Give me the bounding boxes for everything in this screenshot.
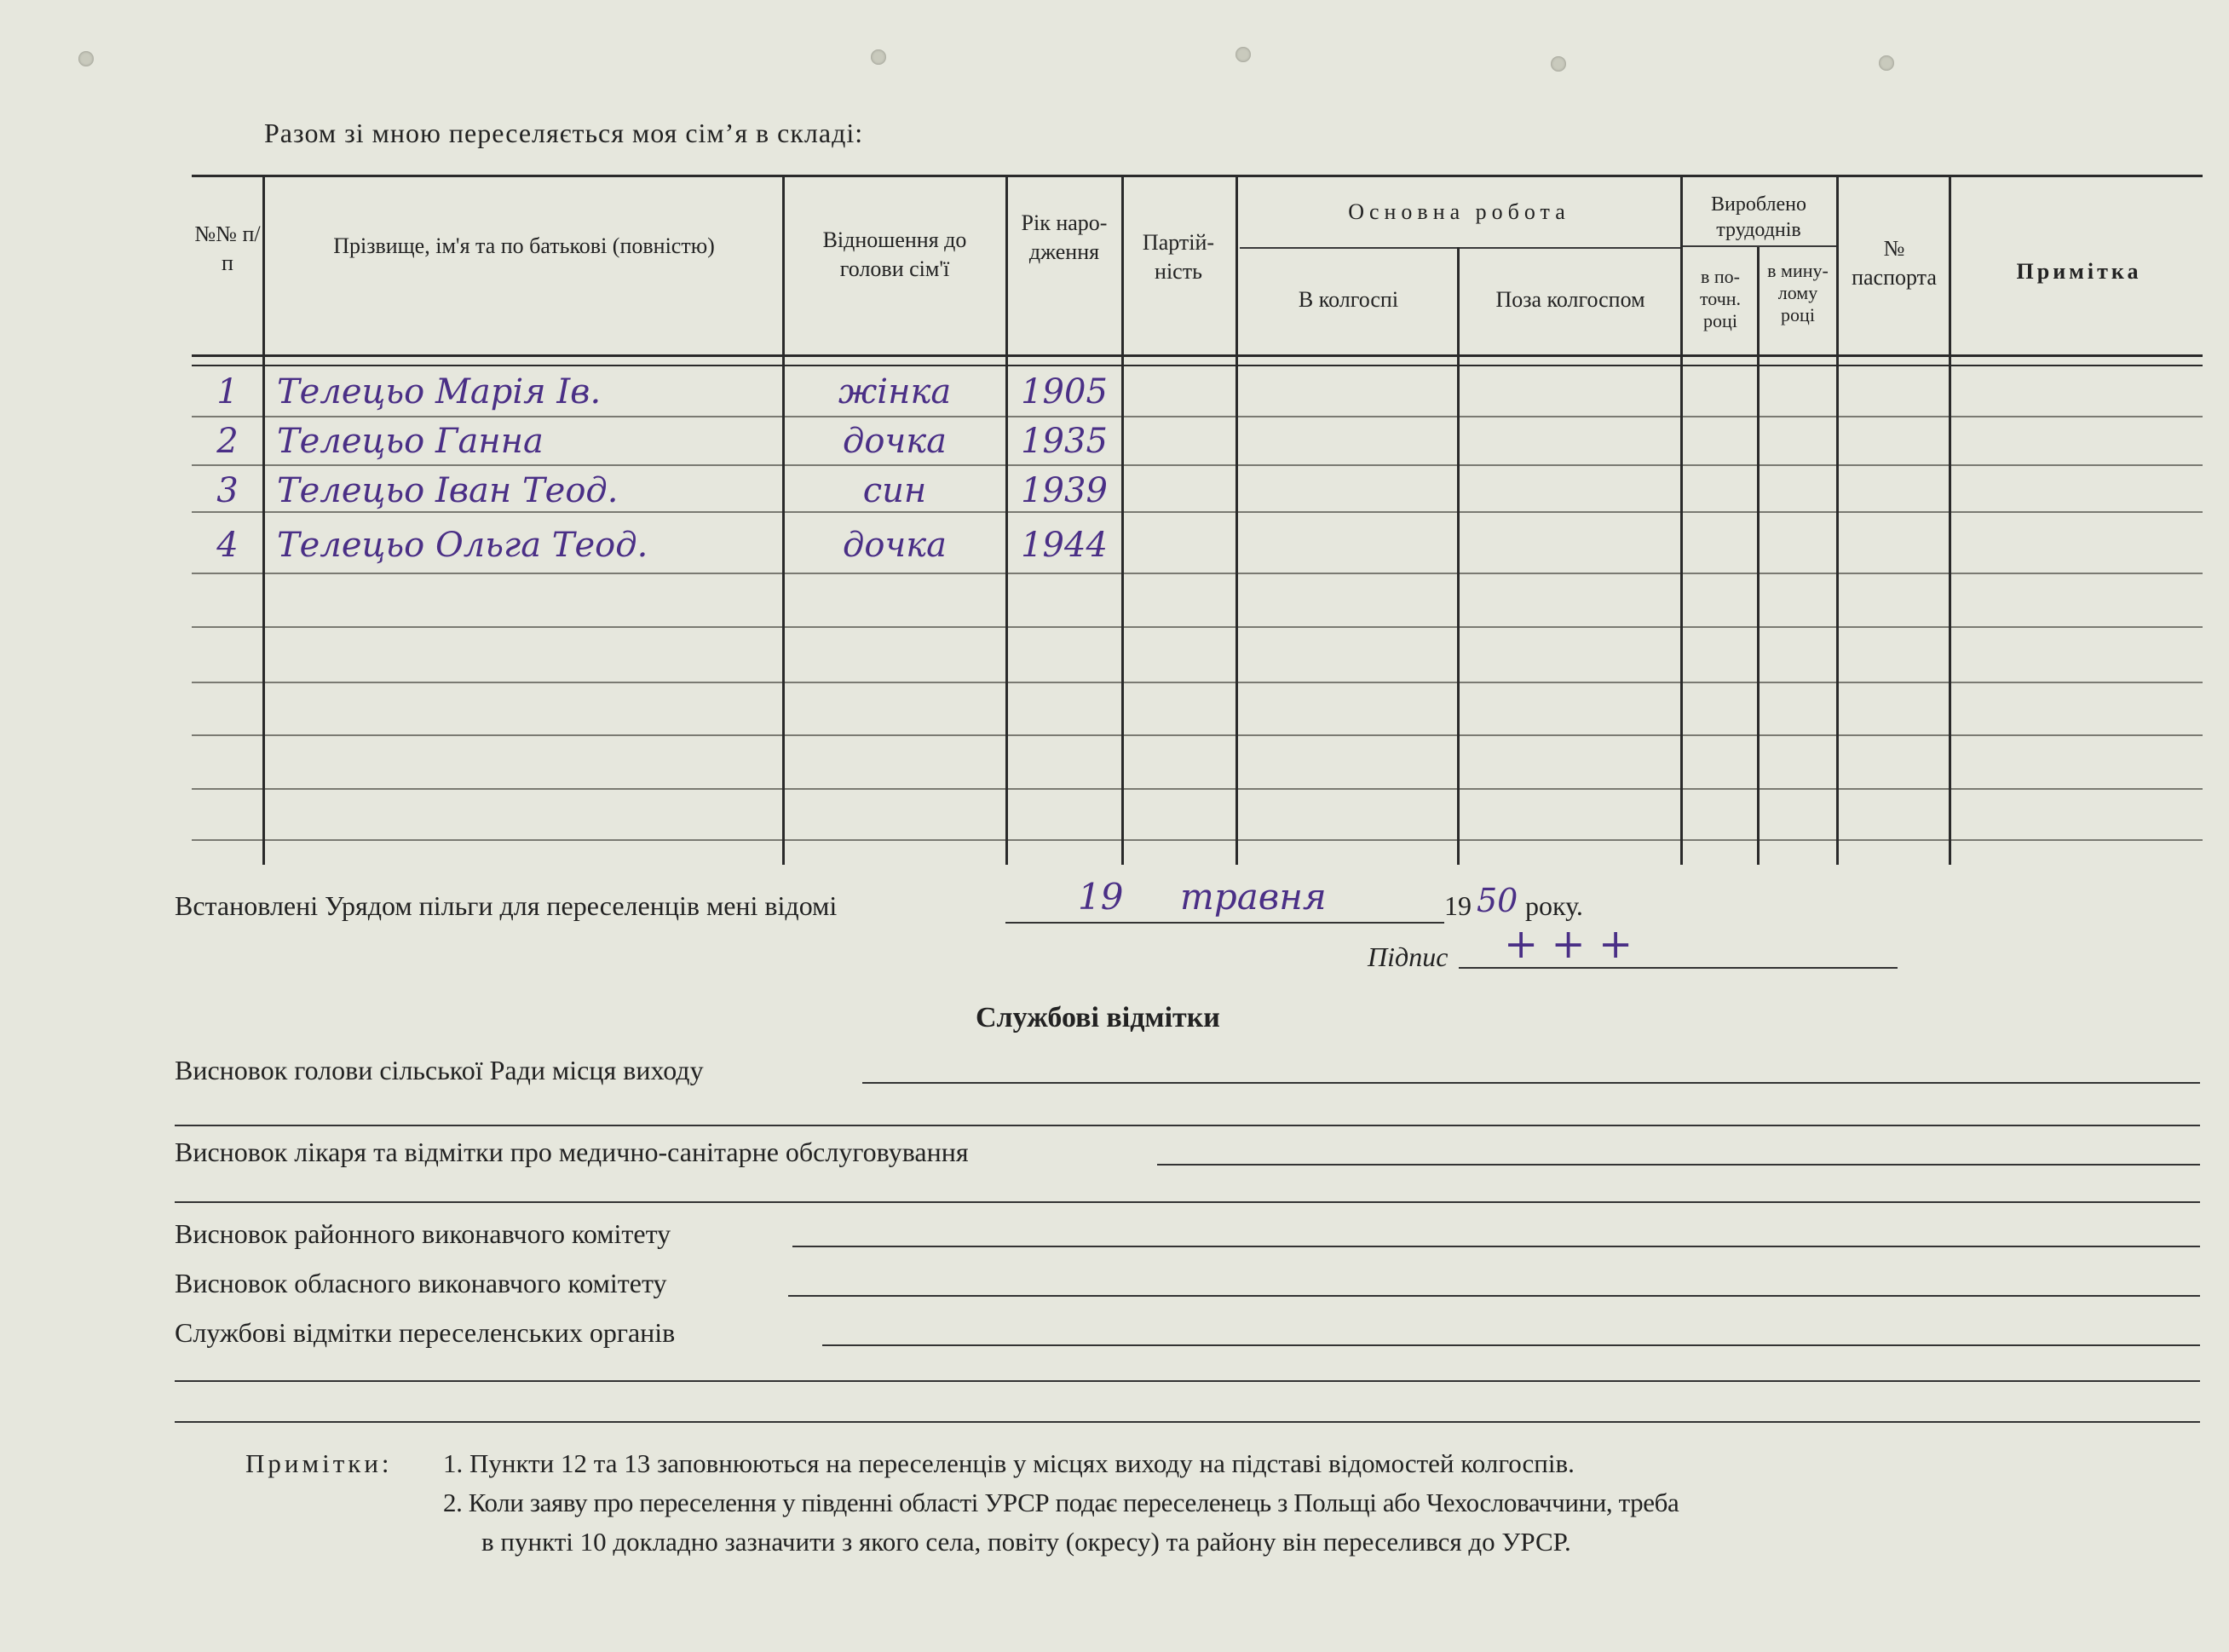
- signature-marks: + + +: [1504, 920, 1633, 968]
- conclusion-doctor: Висновок лікаря та відмітки про медично-санітарне обслуговування: [175, 1137, 969, 1167]
- note-item-1: 1. Пункти 12 та 13 заповнюються на переселенців у місцях виходу на підставі відомостей колгоспів.: [443, 1448, 1575, 1478]
- official-title: Службові відмітки: [976, 1002, 1220, 1033]
- header-outside-kolhosp: Поза колгоспом: [1495, 287, 1645, 312]
- row-relation: дочка: [842, 526, 947, 565]
- row-num: 1: [216, 372, 239, 412]
- row-name: Телецьо Ганна: [277, 422, 544, 461]
- punch-hole: [871, 49, 886, 65]
- row-num: 3: [216, 471, 239, 510]
- row-num: 4: [216, 526, 239, 565]
- row-name: Телецьо Марія Ів.: [277, 372, 602, 412]
- header-relation: Відношення до голови сім'ї: [822, 227, 967, 281]
- row-year: 1905: [1021, 372, 1108, 412]
- benefits-year-prefix: 19: [1444, 890, 1472, 921]
- benefits-label: Встановлені Урядом пільги для переселенців мені відомі: [175, 890, 838, 921]
- header-note: Примітка: [2016, 259, 2142, 284]
- row-year: 1935: [1021, 422, 1108, 461]
- intro-text: Разом зі мною переселяється моя сім’я в складі:: [264, 118, 864, 148]
- row-year: 1944: [1021, 526, 1108, 565]
- benefits-year-suffix: 50: [1477, 882, 1518, 919]
- header-last-year: в мину- лому році: [1767, 260, 1829, 325]
- resettlement-marks: Службові відмітки переселенських органів: [175, 1317, 676, 1348]
- row-name: Телецьо Іван Теод.: [277, 471, 619, 510]
- note-item-3: в пункті 10 докладно зазначити з якого села, повіту (окресу) та району він переселився до УРСР.: [481, 1527, 1571, 1557]
- punch-hole: [1551, 56, 1566, 72]
- benefits-day: 19: [1078, 876, 1124, 918]
- conclusion-district-committee: Висновок районного виконавчого комітету: [175, 1218, 671, 1249]
- header-num: №№ п/п: [194, 222, 261, 275]
- row-year: 1939: [1021, 471, 1108, 510]
- header-current-year: в по- точн. році: [1699, 266, 1742, 331]
- note-item-2: 2. Коли заяву про переселення у південні області УРСР подає переселенець з Польщі або Чехословаччини, треба: [443, 1488, 1679, 1517]
- conclusion-village-council: Висновок голови сільської Ради місця виходу: [175, 1055, 704, 1085]
- header-workdays: Вироблено трудоднів: [1711, 193, 1806, 241]
- header-main-work: Основна робота: [1348, 199, 1570, 224]
- row-relation: дочка: [842, 422, 947, 461]
- punch-hole: [78, 51, 94, 66]
- signature-label: Підпис: [1368, 941, 1449, 972]
- header-year: Рік наро- дження: [1021, 210, 1108, 264]
- row-relation: жінка: [838, 372, 952, 412]
- punch-hole: [1879, 55, 1894, 71]
- header-name: Прізвище, ім'я та по батькові (повністю): [333, 233, 715, 258]
- benefits-month: травня: [1180, 876, 1327, 918]
- header-passport: № паспорта: [1852, 236, 1937, 290]
- notes-label: Примітки:: [245, 1448, 393, 1478]
- header-party: Партій- ність: [1142, 230, 1215, 284]
- row-num: 2: [216, 422, 239, 461]
- row-name: Телецьо Ольга Теод.: [277, 526, 648, 565]
- header-in-kolhosp: В колгоспі: [1298, 287, 1399, 312]
- benefits-year-word: року.: [1525, 890, 1583, 921]
- punch-hole: [1235, 47, 1251, 62]
- conclusion-regional-committee: Висновок обласного виконавчого комітету: [175, 1268, 667, 1298]
- row-relation: син: [862, 471, 927, 510]
